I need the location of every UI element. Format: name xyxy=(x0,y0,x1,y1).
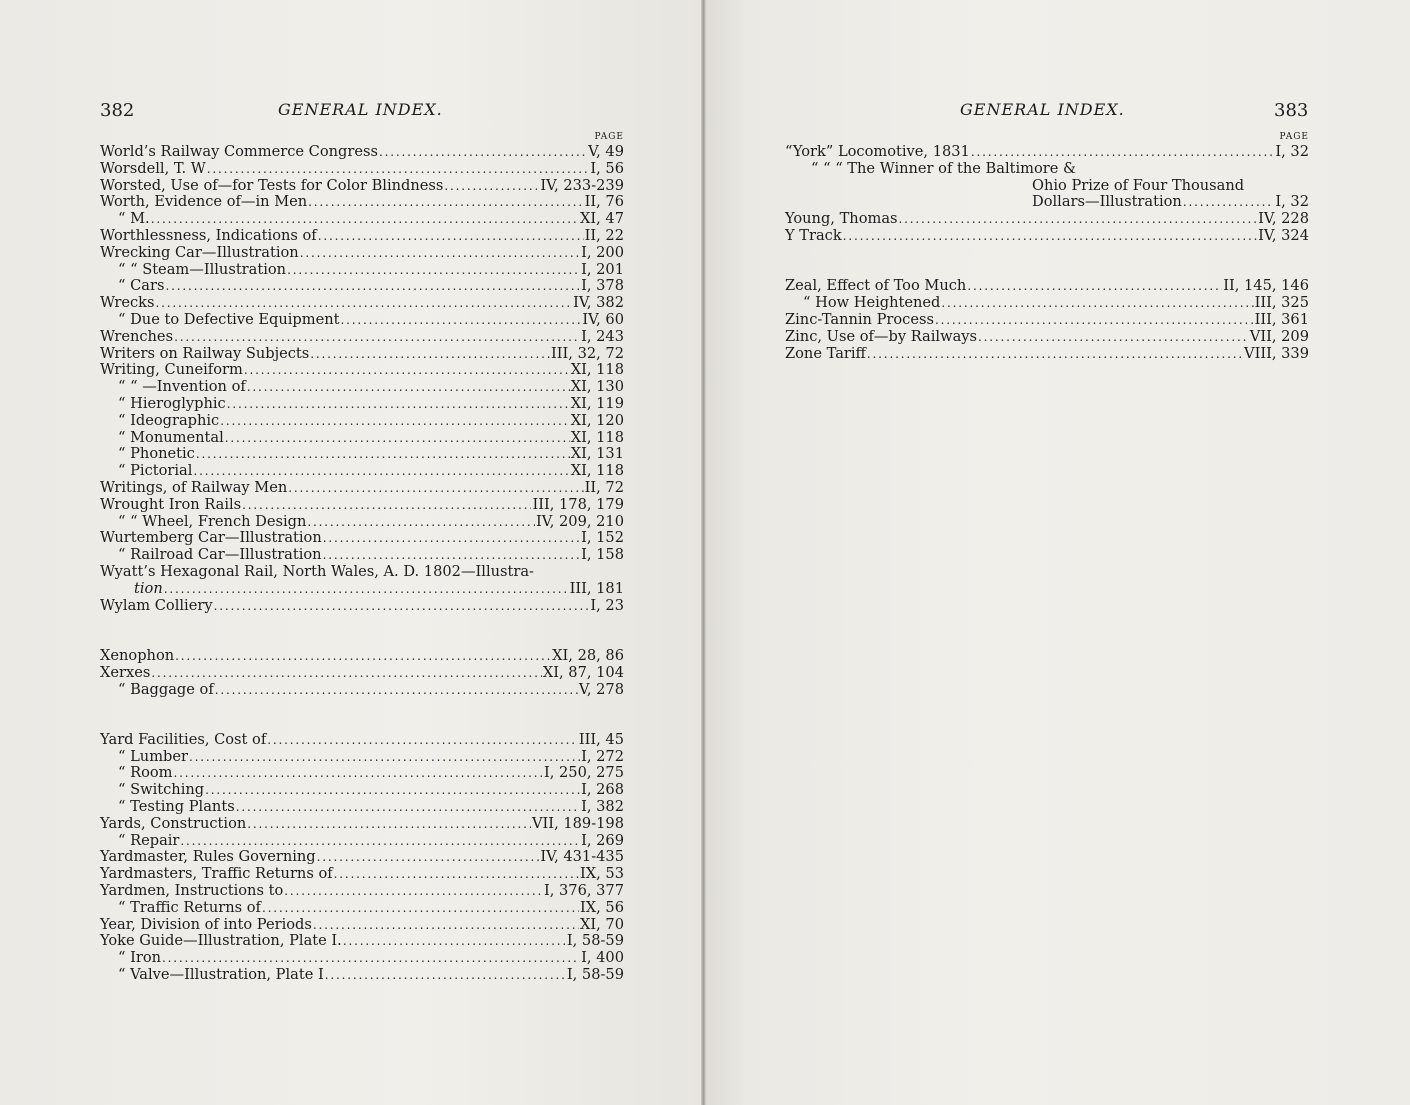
leader-dots xyxy=(215,682,578,695)
entry-text: Worth, Evidence of—in Men xyxy=(100,193,308,211)
leader-dots xyxy=(175,648,551,661)
index-entry xyxy=(100,933,624,950)
entry-ref: XI, 47 xyxy=(579,210,624,228)
entry-text: “ M. xyxy=(118,210,150,228)
page-number: 382 xyxy=(100,100,135,121)
section-gap xyxy=(100,698,624,732)
leader-dots xyxy=(941,295,1253,308)
leader-dots xyxy=(174,329,580,342)
index-entry xyxy=(100,765,624,782)
leader-dots xyxy=(151,211,579,224)
index-entry xyxy=(100,329,624,346)
leader-dots xyxy=(164,581,569,594)
leader-dots xyxy=(205,782,580,795)
leader-dots xyxy=(341,312,582,325)
entry-text: Worsdell, T. W xyxy=(100,159,206,177)
y-entries xyxy=(785,211,1309,245)
entry-text: “ Lumber xyxy=(118,747,188,765)
index-entry xyxy=(100,665,624,682)
index-entry-wyatt-line1: Wyatt’s Hexagonal Rail, North Wales, A. D. 1802—Illustra- xyxy=(100,562,534,580)
index-entry-york-sub1: “ “ “ The Winner of the Baltimore & xyxy=(811,159,1077,177)
entry-ref: I, 32 xyxy=(1275,193,1309,211)
entry-ref: III, 45 xyxy=(578,730,624,748)
leader-dots xyxy=(225,430,570,443)
entry-text: “ Baggage of xyxy=(118,680,214,698)
index-entry xyxy=(100,178,624,195)
leader-dots xyxy=(313,917,579,930)
entry-text: “ How Heightened xyxy=(803,294,941,312)
entry-text: “ Traffic Returns of xyxy=(118,898,261,916)
index-entry xyxy=(100,362,624,379)
leader-dots xyxy=(325,967,566,980)
z-entries xyxy=(785,278,1309,362)
index-entry xyxy=(100,514,624,531)
leader-dots xyxy=(236,799,580,812)
entry-text: “ Iron xyxy=(118,949,162,967)
leader-dots xyxy=(310,346,550,359)
leader-dots xyxy=(244,362,570,375)
leader-dots xyxy=(174,765,543,778)
index-entry xyxy=(100,648,624,665)
entry-ref: XI, 28, 86 xyxy=(552,646,624,664)
entry-text: “ “ Steam—Illustration xyxy=(118,260,287,278)
entry-ref: II, 22 xyxy=(584,226,624,244)
entry-text: “ Due to Defective Equipment xyxy=(118,310,340,328)
page-column-label: PAGE xyxy=(594,132,624,142)
leader-dots xyxy=(343,933,566,946)
leader-dots xyxy=(899,211,1258,224)
entry-text: “ Monumental xyxy=(118,428,224,446)
index-column xyxy=(785,130,1309,362)
entry-ref: VII, 209 xyxy=(1249,327,1309,345)
entry-ref: XI, 118 xyxy=(570,428,624,446)
entry-text: “ Cars xyxy=(118,277,165,295)
entry-text: “ Railroad Car—Illustration xyxy=(118,546,322,564)
entry-text: Yardmasters, Traffic Returns of xyxy=(100,865,333,883)
index-entry xyxy=(100,295,624,312)
entry-text: Wurtemberg Car—Illustration xyxy=(100,529,322,547)
index-entry xyxy=(100,849,624,866)
entry-ref: V, 49 xyxy=(588,143,624,160)
entry-ref: IV, 233-239 xyxy=(540,176,624,194)
entry-ref: XI, 119 xyxy=(570,394,624,412)
index-entry xyxy=(100,161,624,178)
section-gap xyxy=(100,614,624,648)
index-entry xyxy=(100,346,624,363)
leader-dots xyxy=(165,278,580,291)
leader-dots xyxy=(444,178,539,191)
index-entry xyxy=(100,413,624,430)
entry-ref: I, 201 xyxy=(581,260,624,278)
index-entry-york-sub3 xyxy=(785,194,1309,211)
entry-ref: III, 32, 72 xyxy=(551,344,624,362)
right-page xyxy=(704,0,1410,1105)
entry-text: Y Track xyxy=(785,226,842,244)
page-number: 383 xyxy=(1274,100,1309,121)
entry-text: “York” Locomotive, 1831 xyxy=(785,143,970,160)
index-entry xyxy=(100,530,624,547)
index-entry xyxy=(100,228,624,245)
entry-ref: I, 376, 377 xyxy=(543,882,624,900)
entry-text: Young, Thomas xyxy=(785,210,898,228)
entry-text: Yardmen, Instructions to xyxy=(100,882,284,900)
leader-dots xyxy=(300,245,580,258)
entry-text: World’s Railway Commerce Congress xyxy=(100,143,378,160)
entry-text: “ Pictorial xyxy=(118,462,193,480)
running-head: GENERAL INDEX. xyxy=(278,100,443,119)
index-entry xyxy=(785,295,1309,312)
entry-text: “ “ —Invention of xyxy=(118,378,246,396)
entry-ref: I, 382 xyxy=(581,798,624,816)
leader-dots xyxy=(978,329,1249,342)
index-entry xyxy=(100,211,624,228)
leader-dots xyxy=(287,262,580,275)
entry-text: “ Valve—Illustration, Plate I xyxy=(118,966,324,984)
entry-ref: II, 145, 146 xyxy=(1223,277,1309,295)
entry-ref: I, 152 xyxy=(581,529,624,547)
index-entry xyxy=(100,782,624,799)
entry-text: Zinc-Tannin Process xyxy=(785,310,934,328)
entry-text: “ Room xyxy=(118,764,173,782)
entry-text: Worthlessness, Indications of xyxy=(100,226,317,244)
entry-text: Xerxes xyxy=(100,663,151,681)
entry-ref: IX, 56 xyxy=(579,898,624,916)
index-entry-york-sub2: Ohio Prize of Four Thousand xyxy=(1032,176,1245,194)
entry-ref: IX, 53 xyxy=(579,865,624,883)
index-entry xyxy=(785,211,1309,228)
index-entry xyxy=(100,816,624,833)
index-entry xyxy=(100,262,624,279)
leader-dots xyxy=(843,228,1257,241)
entry-text: “ Testing Plants xyxy=(118,798,235,816)
index-entry-york xyxy=(785,144,1309,161)
index-entry-wyatt-line2 xyxy=(100,581,624,598)
entry-text: “ Ideographic xyxy=(118,411,220,429)
entry-ref: VII, 189-198 xyxy=(532,814,624,832)
entry-text: tion xyxy=(134,579,163,597)
entry-text: Yard Facilities, Cost of xyxy=(100,730,267,748)
index-entry xyxy=(785,228,1309,245)
entry-ref: IV, 228 xyxy=(1258,210,1309,228)
leader-dots xyxy=(317,849,540,862)
index-entry xyxy=(100,430,624,447)
index-entry xyxy=(100,547,624,564)
entry-text: Year, Division of into Periods xyxy=(100,915,312,933)
leader-dots xyxy=(189,749,580,762)
leader-dots xyxy=(220,413,569,426)
leader-dots xyxy=(207,161,590,174)
leader-dots xyxy=(935,312,1254,325)
entry-ref: I, 58-59 xyxy=(566,932,624,950)
index-entry xyxy=(100,833,624,850)
entry-ref: I, 58-59 xyxy=(566,966,624,984)
index-entry xyxy=(100,463,624,480)
leader-dots xyxy=(379,144,587,157)
leader-dots xyxy=(323,530,580,543)
leader-dots xyxy=(180,833,580,846)
index-entry xyxy=(100,194,624,211)
leader-dots xyxy=(267,732,578,745)
entry-text: Yardmaster, Rules Governing xyxy=(100,848,316,866)
entry-ref: I, 269 xyxy=(581,831,624,849)
index-entry xyxy=(100,967,624,984)
index-entry xyxy=(100,917,624,934)
leader-dots xyxy=(967,278,1222,291)
entry-ref: I, 32 xyxy=(1275,143,1309,160)
index-entry xyxy=(100,866,624,883)
entry-ref: IV, 60 xyxy=(582,310,624,328)
book-gutter xyxy=(701,0,706,1105)
entry-text: Wrenches xyxy=(100,327,174,345)
leader-dots xyxy=(242,497,531,510)
leader-dots xyxy=(308,194,583,207)
entry-ref: I, 56 xyxy=(590,159,624,177)
index-entry xyxy=(100,379,624,396)
leader-dots xyxy=(323,547,581,560)
entry-ref: IV, 324 xyxy=(1258,226,1309,244)
page-column-label: PAGE xyxy=(1279,132,1309,142)
entry-text: Writing, Cuneiform xyxy=(100,361,243,379)
index-entry xyxy=(785,329,1309,346)
entry-ref: III, 178, 179 xyxy=(532,495,624,513)
leader-dots xyxy=(227,396,570,409)
leader-dots xyxy=(971,144,1275,157)
left-page xyxy=(0,0,704,1105)
leader-dots xyxy=(307,514,535,527)
entry-ref: XI, 120 xyxy=(570,411,624,429)
leader-dots xyxy=(262,900,579,913)
entry-text: Wrecks xyxy=(100,294,155,312)
entry-ref: III, 325 xyxy=(1254,294,1309,312)
entry-ref: XI, 87, 104 xyxy=(542,663,624,681)
index-entry xyxy=(100,749,624,766)
index-entry xyxy=(785,278,1309,295)
leader-dots xyxy=(318,228,584,241)
entry-ref: I, 250, 275 xyxy=(543,764,624,782)
index-entry xyxy=(100,950,624,967)
index-entry xyxy=(100,799,624,816)
entry-ref: I, 378 xyxy=(581,277,624,295)
entry-ref: IV, 431-435 xyxy=(540,848,624,866)
entry-text: “ Phonetic xyxy=(118,445,195,463)
entry-ref: I, 400 xyxy=(581,949,624,967)
entry-text: Wrought Iron Rails xyxy=(100,495,242,513)
index-entry xyxy=(785,346,1309,363)
leader-dots xyxy=(162,950,580,963)
index-entry-wylam xyxy=(100,598,624,615)
index-entry xyxy=(100,732,624,749)
index-entry xyxy=(100,144,624,161)
index-entry xyxy=(100,446,624,463)
entry-text: Writings, of Railway Men xyxy=(100,478,288,496)
index-entry xyxy=(100,245,624,262)
index-entry xyxy=(100,883,624,900)
leader-dots xyxy=(247,379,570,392)
leader-dots xyxy=(214,598,590,611)
entry-text: Worsted, Use of—for Tests for Color Blindness xyxy=(100,176,444,194)
entry-text: Zinc, Use of—by Railways xyxy=(785,327,978,345)
leader-dots xyxy=(151,665,542,678)
entry-ref: XI, 118 xyxy=(570,361,624,379)
entry-ref: XI, 131 xyxy=(570,445,624,463)
leader-dots xyxy=(284,883,543,896)
index-entry xyxy=(100,682,624,699)
leader-dots xyxy=(288,480,583,493)
index-entry xyxy=(100,278,624,295)
index-entry xyxy=(100,312,624,329)
leader-dots xyxy=(155,295,572,308)
leader-dots xyxy=(196,446,570,459)
y-entries xyxy=(100,732,624,984)
entry-text: “ Switching xyxy=(118,781,205,799)
entry-text: Zone Tariff xyxy=(785,344,866,362)
x-entries xyxy=(100,648,624,698)
entry-text: Wrecking Car—Illustration xyxy=(100,243,299,261)
index-entry xyxy=(785,312,1309,329)
entry-text: Wylam Colliery xyxy=(100,596,213,614)
index-column xyxy=(100,130,624,984)
entry-ref: I, 200 xyxy=(581,243,624,261)
entry-text: “ “ Wheel, French Design xyxy=(118,512,307,530)
index-entry xyxy=(100,396,624,413)
entry-text: Yoke Guide—Illustration, Plate I. xyxy=(100,932,342,950)
entry-ref: V, 278 xyxy=(578,680,624,698)
entry-ref: II, 72 xyxy=(584,478,624,496)
leader-dots xyxy=(193,463,569,476)
entry-text: Zeal, Effect of Too Much xyxy=(785,277,967,295)
index-entry xyxy=(100,900,624,917)
running-head: GENERAL INDEX. xyxy=(960,100,1125,119)
entry-text: Xenophon xyxy=(100,646,175,664)
entry-ref: III, 361 xyxy=(1254,310,1309,328)
entry-ref: I, 268 xyxy=(581,781,624,799)
entry-ref: IV, 382 xyxy=(573,294,624,312)
leader-dots xyxy=(1183,194,1275,207)
entry-ref: I, 158 xyxy=(581,546,624,564)
entry-ref: XI, 130 xyxy=(570,378,624,396)
index-entry xyxy=(100,497,624,514)
index-entry xyxy=(100,480,624,497)
entry-ref: I, 272 xyxy=(581,747,624,765)
entry-text: “ Hieroglyphic xyxy=(118,394,226,412)
entry-ref: VIII, 339 xyxy=(1244,344,1309,362)
entry-ref: II, 76 xyxy=(584,193,624,211)
entry-ref: XI, 118 xyxy=(570,462,624,480)
entry-ref: I, 243 xyxy=(581,327,624,345)
entry-text: “ Repair xyxy=(118,831,180,849)
entry-ref: XI, 70 xyxy=(579,915,624,933)
leader-dots xyxy=(334,866,579,879)
entry-text: Yards, Construction xyxy=(100,814,247,832)
entry-text: Dollars—Illustration xyxy=(1032,193,1182,211)
w-entries xyxy=(100,144,624,564)
entry-ref: IV, 209, 210 xyxy=(535,512,624,530)
section-gap xyxy=(785,245,1309,279)
entry-ref: I, 23 xyxy=(590,596,624,614)
leader-dots xyxy=(867,346,1243,359)
leader-dots xyxy=(247,816,531,829)
entry-text: Writers on Railway Subjects xyxy=(100,344,310,362)
entry-ref: III, 181 xyxy=(569,579,624,597)
